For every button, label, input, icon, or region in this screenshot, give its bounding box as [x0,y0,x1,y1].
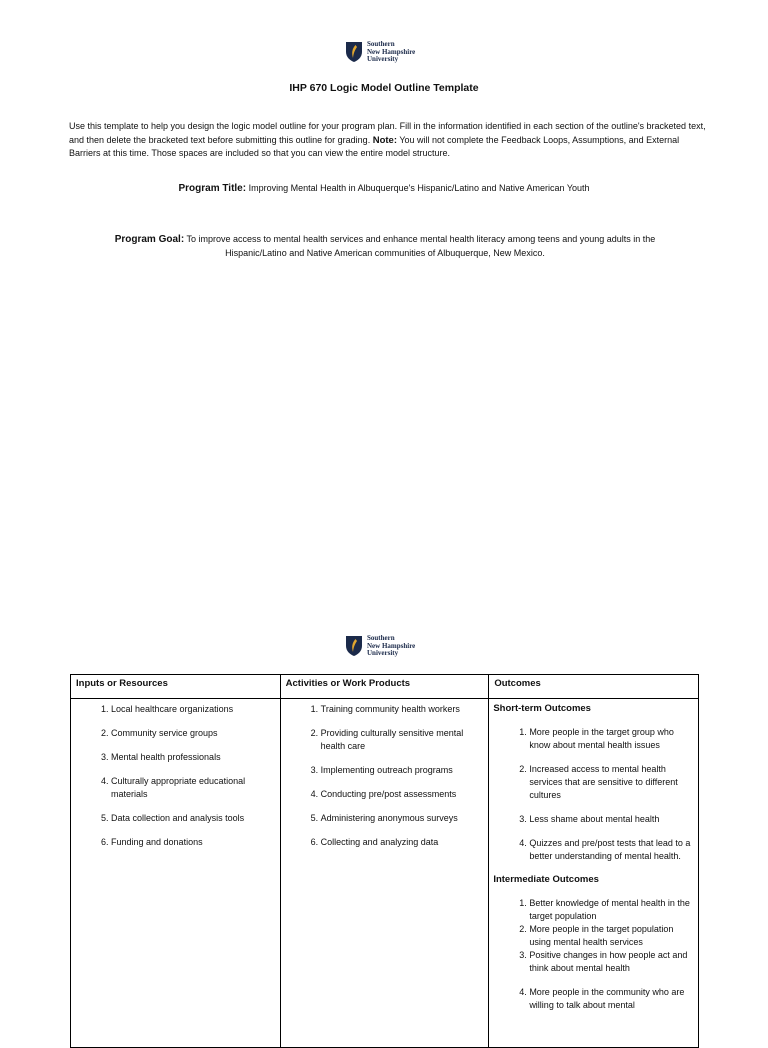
header-outcomes: Outcomes [489,675,699,699]
logic-model-table [70,674,699,1048]
intro-text: Use this template to help you design the logic model outline for your program plan. Fill in the information identified in each section of the outline's bracketed text, and then delete the bracketed text before submitting this outline for grading. [69,121,706,145]
list-item: 6. Collecting and analyzing data [321,836,485,849]
list-item: 3. Less shame about mental health [529,813,694,826]
program-title-label: Program Title: [178,183,247,194]
program-title-value: Improving Mental Health in Albuquerque's Hispanic/Latino and Native American Youth [248,183,590,193]
logo-line-1: Southern [367,40,395,48]
logo-wordmark [367,41,415,64]
list-item: 1. More people in the target group who know about mental health issues [529,726,694,752]
logo-line-3: University [367,55,399,63]
note-text: You will not complete the Feedback Loops, Assumptions, and External Barriers at this time. Those spaces are included so that you can view the entire model structure. [69,134,680,158]
short-term-heading: Short-term Outcomes [493,703,591,714]
list-item: 2. More people in the target population using mental health services [529,923,694,949]
header-inputs: Inputs or Resources [71,675,281,699]
list-item: 1. Local healthcare organizations [111,703,276,716]
activities-cell [280,699,489,1048]
list-item: 6. Funding and donations [111,836,276,849]
university-logo-page-two [345,635,415,658]
list-item: 5. Data collection and analysis tools [111,812,276,825]
logo-line-2: New Hampshire [367,641,416,650]
shield-icon [345,41,363,63]
note-label: Note: [372,134,397,146]
list-item: 2. Providing culturally sensitive mental health care [321,727,485,753]
program-goal-value: To improve access to mental health services and enhance mental health literacy among teens and young adults in the Hispanic/Latino and Native American communities of Albuquerque, New Mexico. [186,234,656,258]
list-item: 4. Culturally appropriate educational materials [111,775,276,801]
list-item: 4. Conducting pre/post assessments [321,788,485,801]
program-title [0,183,768,194]
activities-list [285,703,485,849]
list-item: 3. Mental health professionals [111,751,276,764]
university-logo [345,41,415,64]
list-item: 1. Training community health workers [321,703,485,716]
document-title: IHP 670 Logic Model Outline Template [289,82,479,94]
list-item: 2. Community service groups [111,727,276,740]
program-goal-label: Program Goal: [114,234,185,245]
logo-wordmark [367,635,415,658]
list-item: 5. Administering anonymous surveys [321,812,485,825]
inputs-list [75,703,276,849]
logo-line-3: University [367,649,399,657]
list-item: 4. Quizzes and pre/post tests that lead to a better understanding of mental health. [529,837,694,863]
header-activities: Activities or Work Products [280,675,489,699]
list-item: 4. More people in the community who are willing to talk about mental [529,986,694,1012]
short-term-list [493,726,694,863]
intro-paragraph [69,120,709,161]
intermediate-list [493,897,694,1012]
logo-line-1: Southern [367,634,395,642]
list-item: 3. Positive changes in how people act and think about mental health [529,949,694,975]
table-header-row [71,675,699,699]
intermediate-heading: Intermediate Outcomes [493,874,599,885]
list-item: 1. Better knowledge of mental health in the target population [529,897,694,923]
inputs-cell [71,699,281,1048]
shield-icon [345,635,363,657]
logo-line-2: New Hampshire [367,47,416,56]
program-goal [90,233,680,260]
list-item: 3. Implementing outreach programs [321,764,485,777]
outcomes-cell [489,699,699,1048]
list-item: 2. Increased access to mental health services that are sensitive to different cultures [529,763,694,802]
table-row [71,699,699,1048]
